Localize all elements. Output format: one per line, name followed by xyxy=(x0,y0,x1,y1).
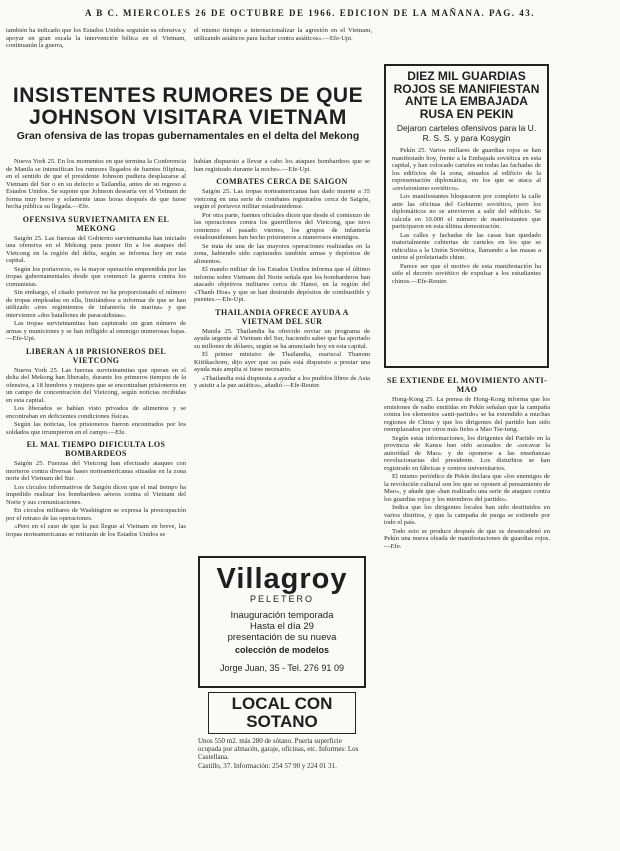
text-paragraph: El mando militar de los Estados Unidos informa que el último informe sobre Vietnam del Norte señala que los bombarderos han atacado objetivos militares cerca de Hanoi, en la región del «Thanh Hoa» y que se han destruido depósitos de combustible y puentes.—Efe-Upi. xyxy=(194,266,370,303)
text-paragraph: En círculos militares de Washington se expresa la preocupación por el retraso de las operaciones. xyxy=(6,507,186,522)
text-paragraph: Saigón 25. Las tropas norteamericanas han dado muerte a 35 vietcong en una serie de combates registrados cerca de Saigón, según el portavoz militar estadounidense. xyxy=(194,188,370,210)
ad-brand-name: Villagroy xyxy=(216,563,348,595)
text-paragraph: Manila 25. Thailandia ha ofrecido enviar un programa de ayuda urgente al Vietnam del Sur, haciendo saber que ha aportado su millones de dólares, según se ha anunciado hoy en esta capital. xyxy=(194,327,370,350)
ad-title: LOCAL CON SOTANO xyxy=(208,692,356,734)
top-right-continuation xyxy=(194,27,372,77)
ad-subtitle: PELETERO xyxy=(249,594,314,604)
page-header: A B C. MIERCOLES 26 DE OCTUBRE DE 1966. EDICION DE LA MAÑANA. PAG. 43. xyxy=(84,8,536,18)
ad-line: Hasta el día 29 xyxy=(250,621,314,632)
main-subheadline: Gran ofensiva de las tropas gubernamentales en el delta del Mekong xyxy=(16,130,360,142)
text-paragraph: «Thailandia está dispuesta a ayudar a los pueblos libres de Asia y asistir a la paz asiática», añadió.—Efe-Reuter. xyxy=(194,374,370,389)
section-heading: THAILANDIA OFRECE AYUDA A VIETNAM DEL SUR xyxy=(215,307,349,326)
text-paragraph: Según los portavoces, es la mayor operación emprendida por las tropas gubernamentales desde que comenzó la guerra contra los comunistas. xyxy=(6,265,186,288)
text-paragraph: Saigón 25. Fuerzas del Vietcong han efectuado ataques con morteros contra diversas bases norteamericanas situadas en la zona norte del Vietnam del Sur. xyxy=(6,460,186,482)
ad-line: colección de modelos xyxy=(234,645,330,655)
boxed-article-headline: DIEZ MIL GUARDIAS ROJOS SE MANIFIESTAN ANTE LA EMBAJADA RUSA EN PEKIN xyxy=(393,69,540,121)
section-heading: COMBATES CERCA DE SAIGON xyxy=(216,177,348,186)
text-paragraph: habían dispuesto a llevar a cabo los ataques bombardeos que se han registrado durante la noche».—Efe-Upi. xyxy=(194,158,370,173)
text-paragraph: también ha indicado que los Estados Unidos seguirán su ofensiva y apoyar en gran escala la intervención bélica en el Vietnam, continuarán la guerra, xyxy=(6,27,186,49)
ad-contact: Castillo, 37. Información: 254 57 90 y 224 01 31. xyxy=(198,762,337,770)
article-column-right xyxy=(384,372,550,846)
text-paragraph: Sin embargo, el citado portavoz no ha proporcionado el número de tropas empleadas en ella, limitándose a informar de que se han utilizado «tres regimientos de infantería de marina» y que intervienen «dos batallones de paracaidistas». xyxy=(6,289,186,319)
text-paragraph: Los círculos informativos de Saigón dicen que el mal tiempo ha impedido realizar los bombardeos aéreos contra el Vietnam del Norte y sus comunicaciones. xyxy=(6,483,186,506)
text-paragraph: Según estas informaciones, los dirigentes del Partido en la provincia de Kansu han sido acusados de «socavar la autoridad de Mao» y de oponerse a las enseñanzas revolucionarias del presidente. Los disturbios se han registrado en fábricas y centros universitarios. xyxy=(384,434,550,472)
text-paragraph: El primer ministro de Thailandia, mariscal Thanom Kittikachorn, dijo ayer que su país está dispuesto a prestar una ayuda más amplia si fuese necesario. xyxy=(194,351,370,373)
advertisement-local xyxy=(198,692,366,771)
main-headline: INSISTENTES RUMORES DE QUE JOHNSON VISITARA VIETNAM xyxy=(12,84,364,129)
ad-line: presentación de su nueva xyxy=(227,632,337,643)
text-paragraph: Según las noticias, los prisioneros fueron encontrados por los soldados que irrumpieron en el campo.—Efe. xyxy=(6,421,186,436)
article-column-left xyxy=(6,158,186,846)
top-left-continuation xyxy=(6,27,186,77)
text-paragraph: Las tropas survietnamitas han capturado un gran número de armas y municiones y se han infligido al enemigo numerosas bajas.—Efe-Upi. xyxy=(6,320,186,342)
text-paragraph: Hong-Kong 25. La prensa de Hong-Kong informa que los emisiones de radio emitidas en Pekín señalan que la campaña contra los elementos «anti-partido» se ha extendido a muchas regiones de China y que los dirigentes del partido han sido reemplazados por otros más fieles a Mao Tse-tung. xyxy=(384,396,550,433)
text-paragraph: Todo esto se produce después de que se desencadenó en Pekín una nueva oleada de manifestaciones de guardias rojos.—Efe. xyxy=(384,527,550,550)
text-paragraph: Los liberados se habían visto privados de alimentos y se encontraban en deficientes condiciones físicas. xyxy=(6,405,186,420)
boxed-article xyxy=(384,64,549,368)
text-paragraph: Indica que los dirigentes locales han sido destituidos en varios distritos, y que la campaña de purga se extiende por todo el país. xyxy=(384,504,550,526)
article-column-middle xyxy=(194,158,370,550)
text-paragraph: Parece ser que el motivo de esta manifestación ha sido el decreto soviético de expulsar a los estudiantes chinos.—Efe-Reuter. xyxy=(392,262,541,285)
text-paragraph: Por otra parte, fuentes oficiales dicen que desde el comienzo de las operaciones contra los guerrilleros del Vietcong, que tuvo comienzo el pasado viernes, los grupos de infantería estadounidenses han hecho prisioneros a numerosos enemigos. xyxy=(194,211,370,241)
text-paragraph: el mismo tiempo a internacionalizar la agresión en el Vietnam, utilizando asiáticos para luchar contra asiáticos».—Efe-Upi. xyxy=(194,27,372,42)
text-paragraph: Nueva York 25. En los momentos en que termina la Conferencia de Manila se intensifican los rumores llegados de fuentes filipinas, en el sentido de que el presidente Johnson pudiera desplazarse al Vietnam del Sur o en su defecto a Tailandia, antes de su regreso a Estados Unidos. Se supone que Johnson desearía ver el Vietnam de forma muy breve y solamente unas horas después de que fuese hecha pública su llegada.—Efe. xyxy=(6,158,186,210)
text-paragraph: Pekín 25. Varios millares de guardias rojos se han manifestado hoy, frente a la Embajada soviética en esta capital, y han colocado carteles en todas las fachadas de los edificios de la zona, situados al edificio de la representación diplomática, en los que se ataca al «revisionismo soviético». xyxy=(392,147,541,192)
text-paragraph: Saigón 25. Las fuerzas del Gobierno survietnamita han iniciado una ofensiva en el Mekong para poner fin a los ataques del Vietcong en la región del delta, según se informa hoy en esta capital. xyxy=(6,234,186,264)
section-heading: EL MAL TIEMPO DIFICULTA LOS BOMBARDEOS xyxy=(26,440,166,458)
text-paragraph: «Pero en el caso de que la paz llegue al Vietnam en breve, las tropas norteamericanas se retirarán de los Estados Unidos se xyxy=(6,523,186,538)
ad-line: Inauguración temporada xyxy=(230,610,334,621)
ad-text: Unos 550 m2. más 280 de sótano. Puerta superficie ocupada por almacén, garaje, oficinas, etc. Informes: Los Castellana. xyxy=(198,737,359,761)
text-paragraph: Nueva York 25. Las fuerzas survietnamitas que operan en el delta del Mekong han liberado, durante los primeros tiempos de la ofensiva, a 18 hombres y mujeres que se encontraban prisioneros en un campo de concentración del Vietcong, según noticias recibidas en esta capital. xyxy=(6,366,186,404)
section-heading: SE EXTIENDE EL MOVIMIENTO ANTI-MAO xyxy=(386,376,548,394)
advertisement-villagroy xyxy=(198,556,366,688)
ad-address: Jorge Juan, 35 - Tel. 276 91 09 xyxy=(220,663,344,673)
text-paragraph: Se trata de una de las mayores operaciones realizadas en la zona, habiendo sido capturados también armas y depósitos de alimentos. xyxy=(194,242,370,265)
section-heading: OFENSIVA SURVIETNAMITA EN EL MEKONG xyxy=(22,214,170,233)
text-paragraph: Los manifestantes bloquearon por completo la calle ante las oficinas del Gobierno soviético, pero los diplomáticos no se atrevieron a salir del edificio. Se calcula en 10.000 el número de manifestantes que participaron en esta última demostración. xyxy=(392,193,541,231)
section-heading: LIBERAN A 18 PRISIONEROS DEL VIETCONG xyxy=(25,346,167,365)
text-paragraph: El mismo periódico de Pekín declara que «los enemigos de la revolución cultural son los que se oponen al pensamiento de Mao», y añade que «han realizado una serie de ataques contra los guardias rojos y los miembros del partido». xyxy=(384,473,550,503)
text-paragraph: Las calles y fachadas de las casas han quedado materialmente cubiertas de carteles en los que se ridiculiza a la Unión Soviética, llamando a las masas a unirse al proletariado chino. xyxy=(392,231,541,262)
boxed-article-deck: Dejaron carteles ofensivos para la U. R. S. S. y para Kosygin xyxy=(396,123,537,143)
